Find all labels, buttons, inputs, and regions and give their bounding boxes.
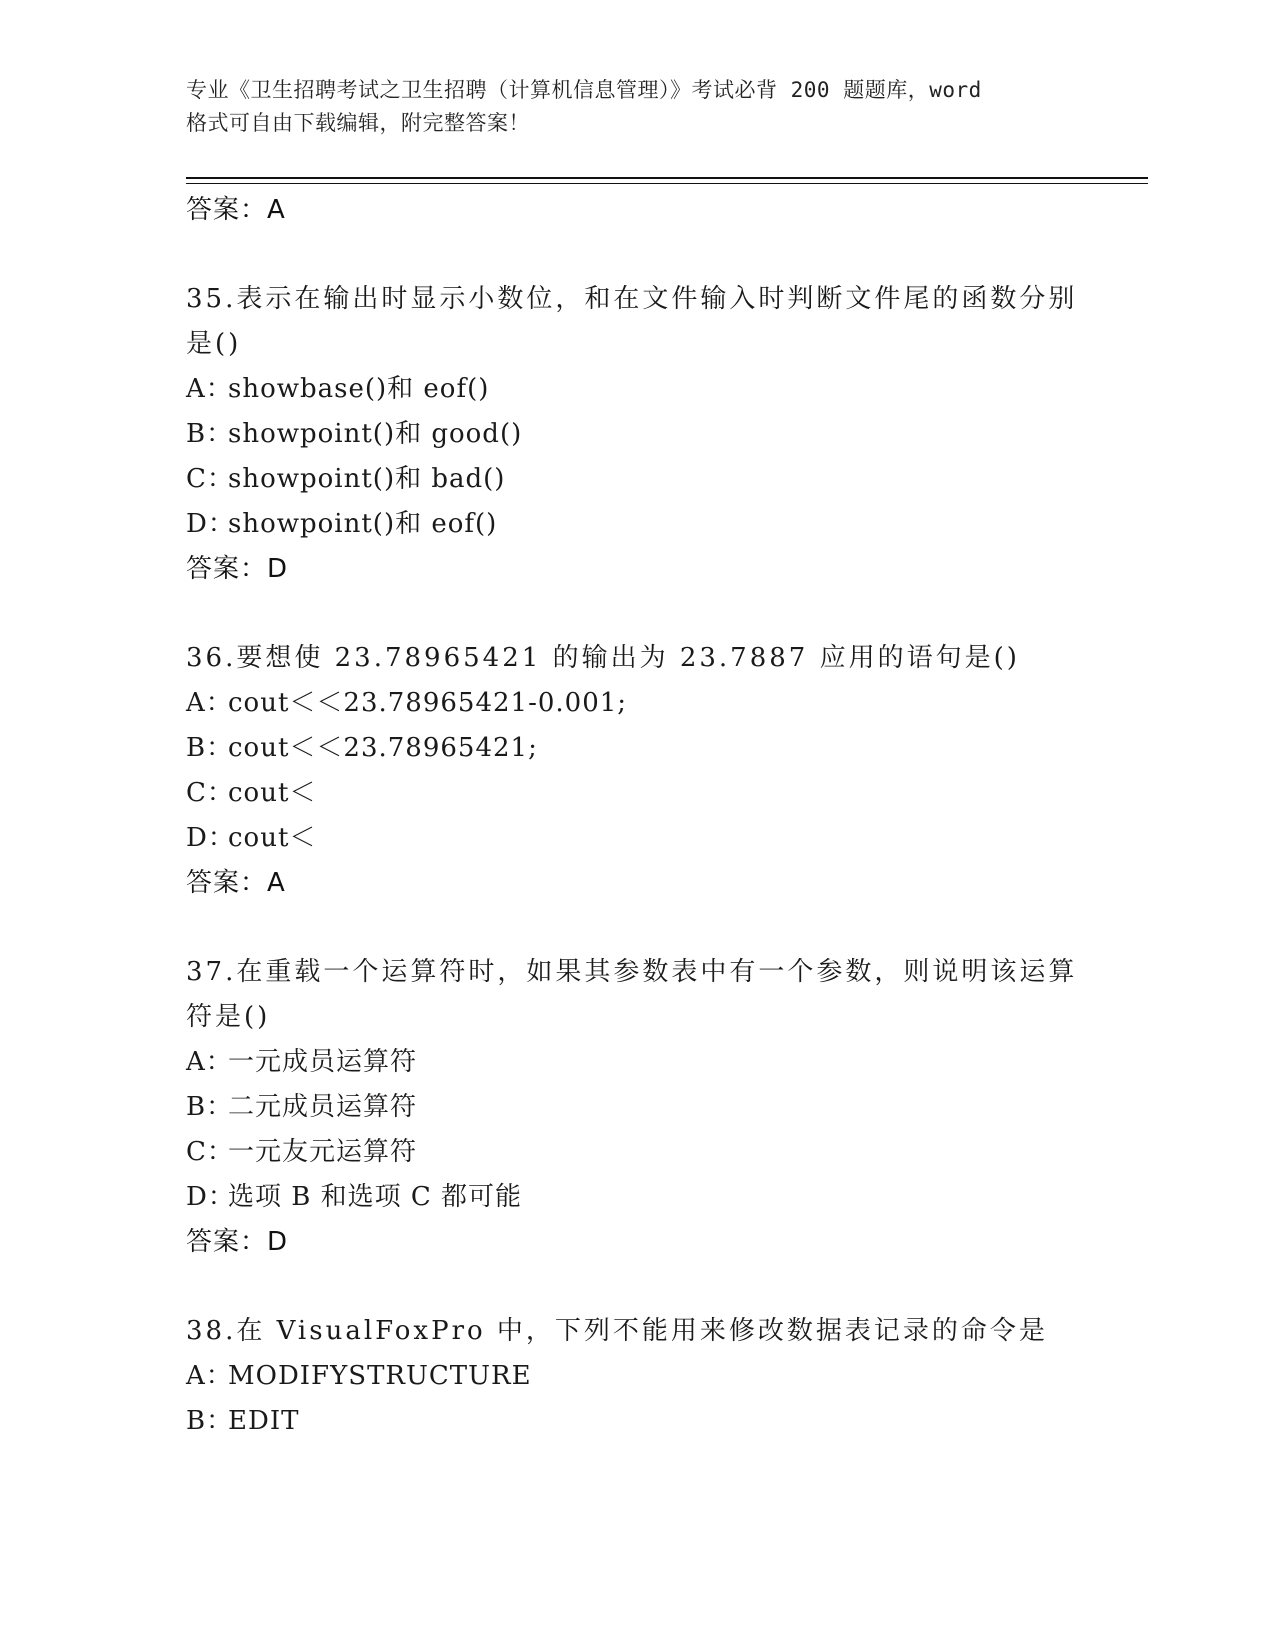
- option-letter: B：: [186, 419, 234, 449]
- answer-line: 答案：A: [186, 868, 286, 898]
- header-line-2: 格式可自由下载编辑，附完整答案！: [186, 111, 530, 135]
- option-a: [186, 367, 1086, 412]
- question-block: [186, 636, 1086, 905]
- option-letter: B：: [186, 733, 234, 763]
- option-letter: D：: [186, 823, 235, 853]
- spacer: [186, 232, 1086, 277]
- question-stem: 37.在重载一个运算符时，如果其参数表中有一个参数，则说明该运算符是(): [186, 957, 1078, 1032]
- answer-line: 答案：A: [186, 195, 286, 225]
- option-text: 一元友元运算符: [228, 1137, 418, 1167]
- question-block: [186, 277, 1086, 591]
- option-d: [186, 502, 1086, 547]
- page-header: [186, 74, 1086, 140]
- option-b: [186, 726, 1086, 771]
- option-text: showpoint()和 good(): [228, 419, 523, 449]
- option-a: [186, 1354, 1086, 1399]
- spacer: [186, 905, 1086, 950]
- option-d: [186, 816, 1086, 861]
- question-stem: 35.表示在输出时显示小数位，和在文件输入时判断文件尾的函数分别是(): [186, 284, 1078, 359]
- answer-line: 答案：D: [186, 1227, 289, 1257]
- option-text: cout＜: [228, 823, 317, 853]
- option-letter: A：: [186, 688, 233, 718]
- spacer: [186, 1264, 1086, 1309]
- option-text: MODIFYSTRUCTURE: [228, 1361, 532, 1391]
- header-rule-thin: [186, 183, 1148, 184]
- option-b: [186, 412, 1086, 457]
- option-c: [186, 1130, 1086, 1175]
- option-a: [186, 681, 1086, 726]
- option-text: showpoint()和 eof(): [228, 509, 498, 539]
- option-letter: C：: [186, 778, 234, 808]
- option-letter: C：: [186, 464, 234, 494]
- option-text: 一元成员运算符: [228, 1047, 418, 1077]
- option-letter: A：: [186, 1047, 233, 1077]
- option-text: 选项 B 和选项 C 都可能: [228, 1182, 523, 1212]
- question-stem: 38.在 VisualFoxPro 中，下列不能用来修改数据表记录的命令是: [186, 1316, 1048, 1346]
- option-text: showpoint()和 bad(): [228, 464, 506, 494]
- answer-line: 答案：D: [186, 554, 289, 584]
- option-a: [186, 1040, 1086, 1085]
- option-c: [186, 457, 1086, 502]
- header-rule-thick: [186, 177, 1148, 179]
- header-line-1: 专业《卫生招聘考试之卫生招聘（计算机信息管理）》考试必背 200 题题库，word: [186, 78, 982, 102]
- option-letter: C：: [186, 1137, 234, 1167]
- option-b: [186, 1085, 1086, 1130]
- option-d: [186, 1175, 1086, 1220]
- option-b: [186, 1399, 1086, 1444]
- option-text: EDIT: [228, 1406, 300, 1436]
- option-text: cout＜: [228, 778, 317, 808]
- option-letter: D：: [186, 509, 235, 539]
- option-text: cout＜＜23.78965421-0.001;: [228, 688, 628, 718]
- option-letter: A：: [186, 1361, 233, 1391]
- option-c: [186, 771, 1086, 816]
- option-letter: D：: [186, 1182, 235, 1212]
- option-text: showbase()和 eof(): [228, 374, 490, 404]
- option-letter: B：: [186, 1092, 234, 1122]
- question-content: [186, 188, 1086, 1444]
- question-block: [186, 1309, 1086, 1444]
- option-text: cout＜＜23.78965421;: [228, 733, 538, 763]
- question-block: [186, 950, 1086, 1264]
- option-letter: A：: [186, 374, 233, 404]
- option-text: 二元成员运算符: [228, 1092, 418, 1122]
- option-letter: B：: [186, 1406, 234, 1436]
- spacer: [186, 591, 1086, 636]
- question-stem: 36.要想使 23.78965421 的输出为 23.7887 应用的语句是(): [186, 643, 1020, 673]
